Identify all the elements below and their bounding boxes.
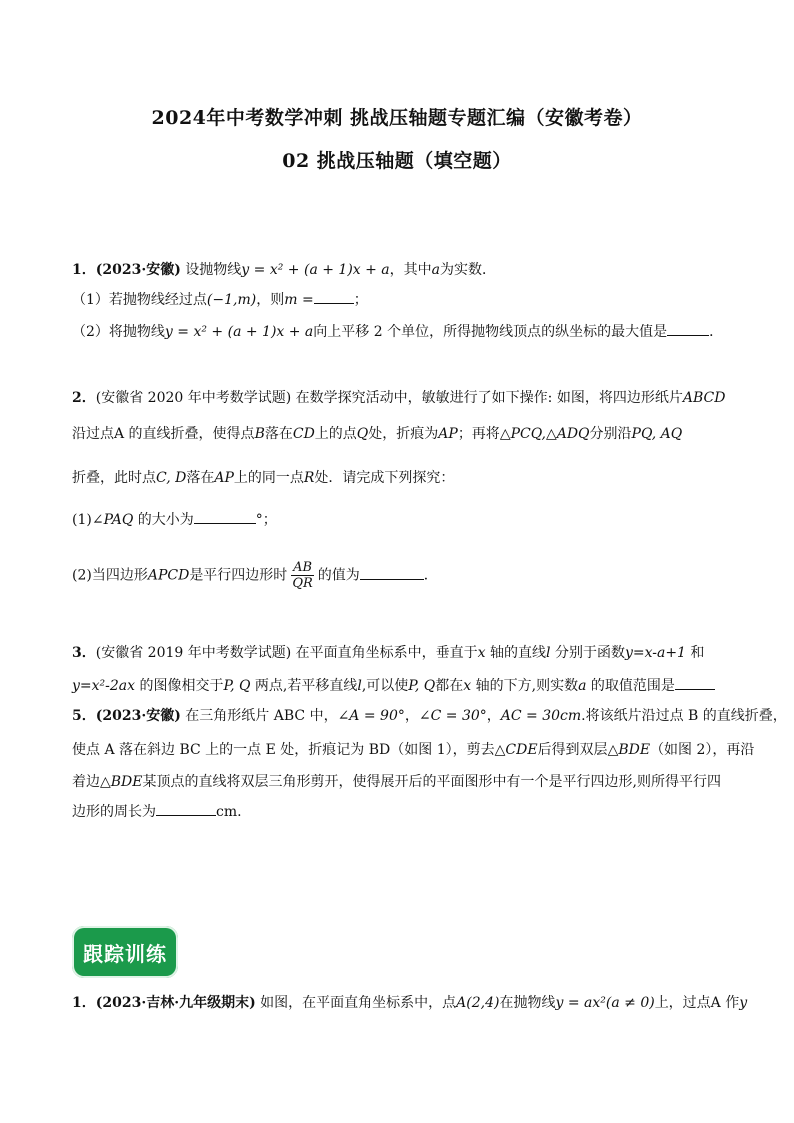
training-question-1: 1．(2023·吉林·九年级期末) 如图，在平面直角坐标系中，点A(2,4)在抛物线y = ax²(a ≠ 0)上，过点A 作y	[72, 995, 748, 1011]
question-source: (2023·安徽)	[95, 262, 181, 278]
fraction: $\frac{AB}{QR}$	[292, 560, 313, 591]
question-5-stem-line-1: 5．(2023·安徽) 在三角形纸片 ABC 中，∠A = 90°，∠C = 30°，AC = 30cm.将该纸片沿过点 B 的直线折叠，	[72, 708, 787, 724]
question-source: (安徽省 2020 年中考数学试题)	[95, 390, 292, 406]
question-3-stem-line-1: 3．(安徽省 2019 年中考数学试题) 在平面直角坐标系中，垂直于x 轴的直线l 分别于函数y=x-a+1 和	[72, 645, 705, 661]
document-subtitle: 02 挑战压轴题（填空题）	[282, 150, 512, 172]
question-5-stem-line-3: 着边△BDE某顶点的直线将双层三角形剪开，使得展开后的平面图形中有一个是平行四边形,则所得平行四	[72, 774, 721, 790]
question-source: (2023·安徽)	[95, 708, 181, 724]
answer-blank[interactable]	[314, 291, 354, 304]
question-5-stem-line-4: 边形的周长为 cm.	[72, 804, 242, 820]
formula: y = x² + (a + 1)x + a	[241, 262, 390, 278]
question-1-part-1: （1）若抛物线经过点(−1,m)，则m = ；	[72, 292, 368, 308]
question-source: (安徽省 2019 年中考数学试题)	[95, 645, 292, 661]
answer-blank[interactable]	[675, 677, 715, 690]
section-badge: 跟踪训练	[72, 926, 178, 978]
answer-blank[interactable]	[667, 323, 709, 336]
question-3-stem-line-2: y=x²-2ax 的图像相交于P, Q 两点,若平移直线l,可以使P, Q都在x 轴的下方,则实数a 的取值范围是	[72, 676, 715, 696]
question-2-part-1: (1)∠PAQ 的大小为 °；	[72, 512, 277, 528]
question-2-stem-line-2: 沿过点A 的直线折叠，使得点B落在CD上的点Q处，折痕为AP；再将△PCQ,△ADQ分别沿PQ, AQ	[72, 426, 683, 442]
question-2-stem-line-3: 折叠，此时点C, D落在AP上的同一点R处．请完成下列探究：	[72, 470, 455, 486]
question-1-part-2: （2）将抛物线y = x² + (a + 1)x + a向上平移 2 个单位，所得抛物线顶点的纵坐标的最大值是 ．	[72, 324, 724, 340]
question-source: (2023·吉林·九年级期末)	[95, 995, 256, 1011]
question-2-stem-line-1: 2．(安徽省 2020 年中考数学试题) 在数学探究活动中，敏敏进行了如下操作: 如图，将四边形纸片ABCD	[72, 390, 726, 406]
question-2-part-2: (2)当四边形APCD是平行四边形时 $\frac{AB}{QR}$ 的值为 ．	[72, 560, 438, 591]
answer-blank[interactable]	[194, 511, 256, 524]
answer-blank[interactable]	[156, 803, 216, 816]
question-1-stem: 1．(2023·安徽) 设抛物线y = x² + (a + 1)x + a，其中a为实数．	[72, 262, 497, 278]
question-5-stem-line-2: 使点 A 落在斜边 BC 上的一点 E 处，折痕记为 BD（如图 1），剪去△CDE后得到双层△BDE（如图 2），再沿	[72, 742, 755, 758]
answer-blank[interactable]	[360, 567, 424, 580]
document-title: 2024年中考数学冲刺 挑战压轴题专题汇编（安徽考卷）	[151, 107, 643, 129]
